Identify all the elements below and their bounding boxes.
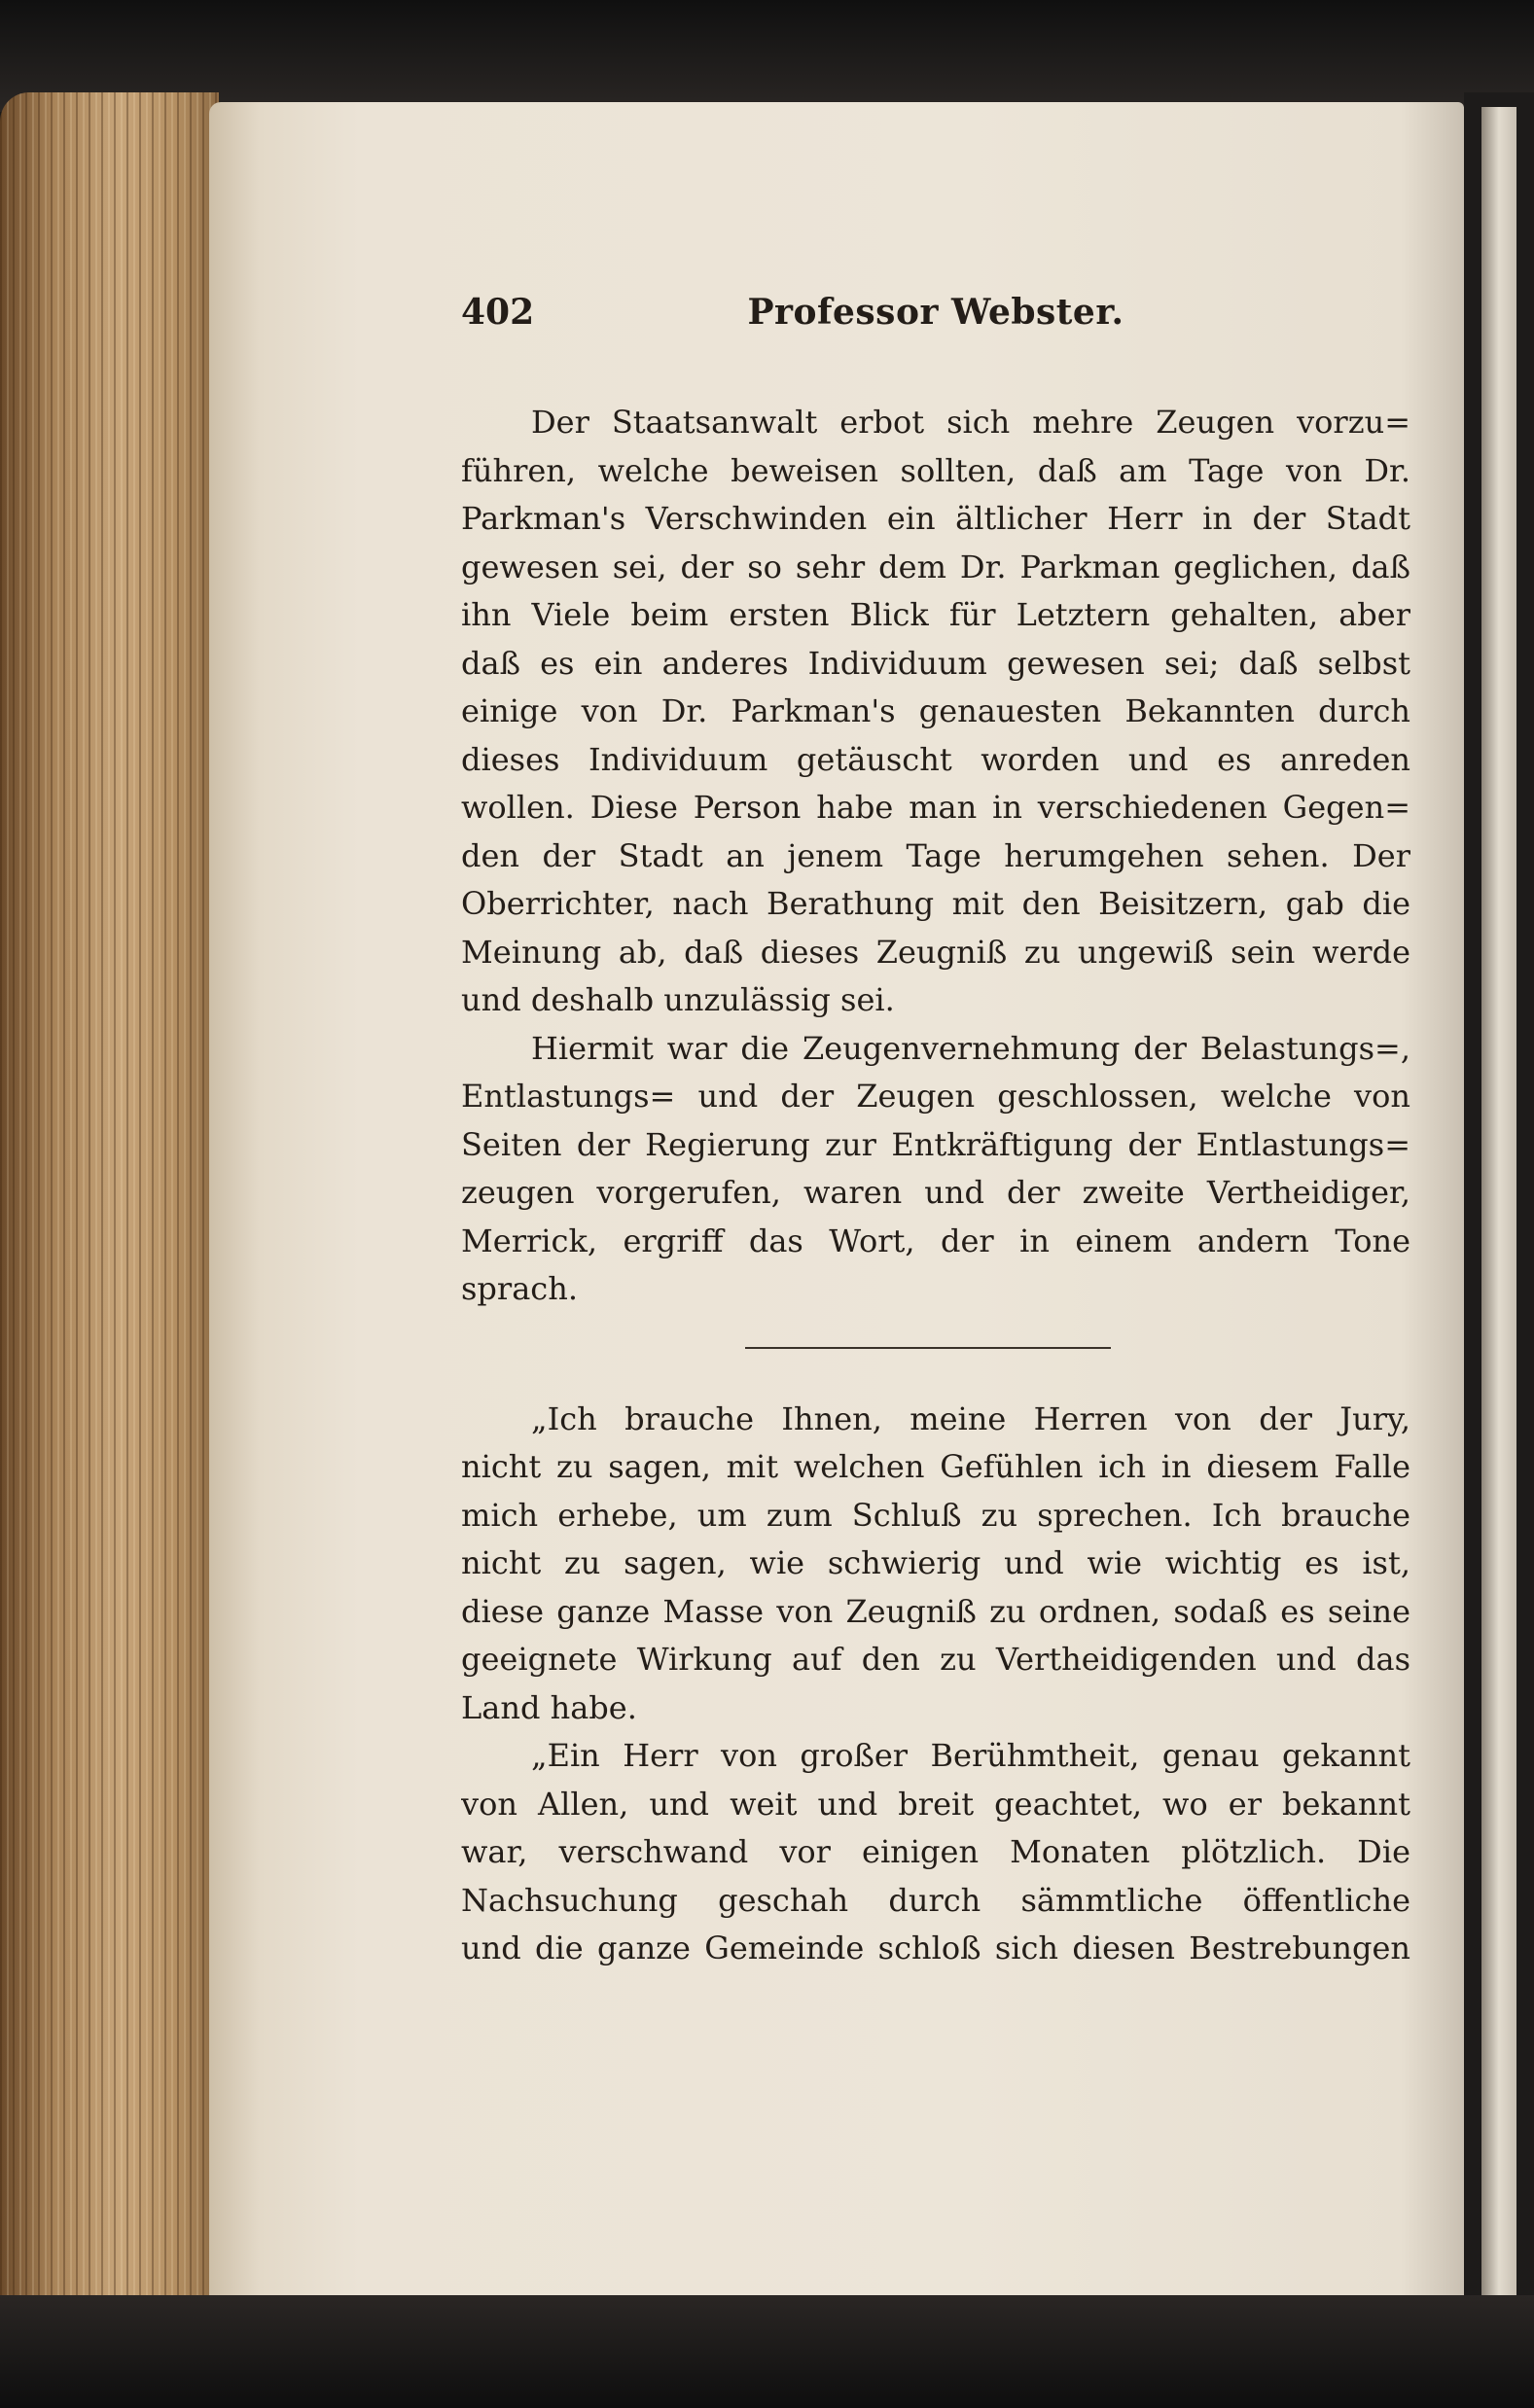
paragraph <box>461 1025 1410 1314</box>
text-line: „Ein Herr von großer Berühmtheit, genau gekannt <box>531 1737 1410 1774</box>
text-line: von Allen, und weit und breit geachtet, wo er bekannt <box>461 1785 1410 1823</box>
running-title: Professor Webster. <box>747 292 1124 333</box>
text-line: Parkman's Verschwinden ein ältlicher Herr in der Stadt <box>461 500 1410 537</box>
text-line: dieses Individuum getäuscht worden und es anreden <box>461 740 1410 778</box>
page-number: 402 <box>461 292 535 333</box>
running-header <box>461 292 1410 350</box>
paragraph <box>461 1396 1410 1733</box>
body-text <box>461 399 1410 1973</box>
section-after-rule <box>461 1396 1410 1973</box>
text-line: Nachsuchung geschah durch sämmtliche öffentliche <box>461 1881 1410 1919</box>
text-line: Merrick, ergriff das Wort, der in einem andern Tone <box>461 1222 1410 1259</box>
text-line: diese ganze Masse von Zeugniß zu ordnen, sodaß es seine <box>461 1592 1410 1630</box>
text-line: ihn Viele beim ersten Blick für Letztern gehalten, aber <box>461 596 1410 633</box>
book-fore-edge <box>0 92 219 2339</box>
page-text <box>461 292 1410 1966</box>
text-line: zeugen vorgerufen, waren und der zweite Vertheidiger, <box>461 1174 1410 1211</box>
section-before-rule <box>461 399 1410 1314</box>
opposite-page-edge <box>1481 107 1516 2305</box>
text-line: wollen. Diese Person habe man in verschiedenen Gegen= <box>461 789 1410 826</box>
text-line: Entlastungs= und der Zeugen geschlossen, welche von <box>461 1078 1410 1115</box>
scan-background-bottom <box>0 2295 1534 2408</box>
paragraph <box>461 399 1410 1025</box>
text-line: Der Staatsanwalt erbot sich mehre Zeugen vorzu= <box>531 404 1410 441</box>
text-line: den der Stadt an jenem Tage herumgehen sehen. Der <box>461 836 1410 874</box>
text-line: und deshalb unzulässig sei. <box>461 981 895 1018</box>
text-line: Seiten der Regierung zur Entkräftigung der Entlastungs= <box>461 1125 1410 1163</box>
paragraph <box>461 1732 1410 1973</box>
text-line: nicht zu sagen, mit welchen Gefühlen ich in diesem Falle <box>461 1448 1410 1485</box>
text-line: mich erhebe, um zum Schluß zu sprechen. Ich brauche <box>461 1496 1410 1534</box>
text-line: „Ich brauche Ihnen, meine Herren von der Jury, <box>531 1399 1410 1437</box>
text-line: führen, welche beweisen sollten, daß am Tage von Dr. <box>461 451 1410 489</box>
text-line: einige von Dr. Parkman's genauesten Bekannten durch <box>461 692 1410 729</box>
text-line: daß es ein anderes Individuum gewesen sei; daß selbst <box>461 644 1410 682</box>
text-line: nicht zu sagen, wie schwierig und wie wichtig es ist, <box>461 1544 1410 1581</box>
text-line: sprach. <box>461 1270 578 1307</box>
text-line: geeignete Wirkung auf den zu Vertheidigenden und das <box>461 1641 1410 1678</box>
text-line: gewesen sei, der so sehr dem Dr. Parkman geglichen, daß <box>461 548 1410 585</box>
scan-background-top <box>0 0 1534 112</box>
text-line: Hiermit war die Zeugenvernehmung der Belastungs=, <box>531 1029 1410 1067</box>
text-line: Meinung ab, daß dieses Zeugniß zu ungewiß sein werde <box>461 933 1410 971</box>
text-line: war, verschwand vor einigen Monaten plötzlich. Die <box>461 1833 1410 1870</box>
text-line: Land habe. <box>461 1688 637 1726</box>
text-line: und die ganze Gemeinde schloß sich diesen Bestrebungen <box>461 1930 1410 1966</box>
text-line: Oberrichter, nach Berathung mit den Beisitzern, gab die <box>461 885 1410 922</box>
